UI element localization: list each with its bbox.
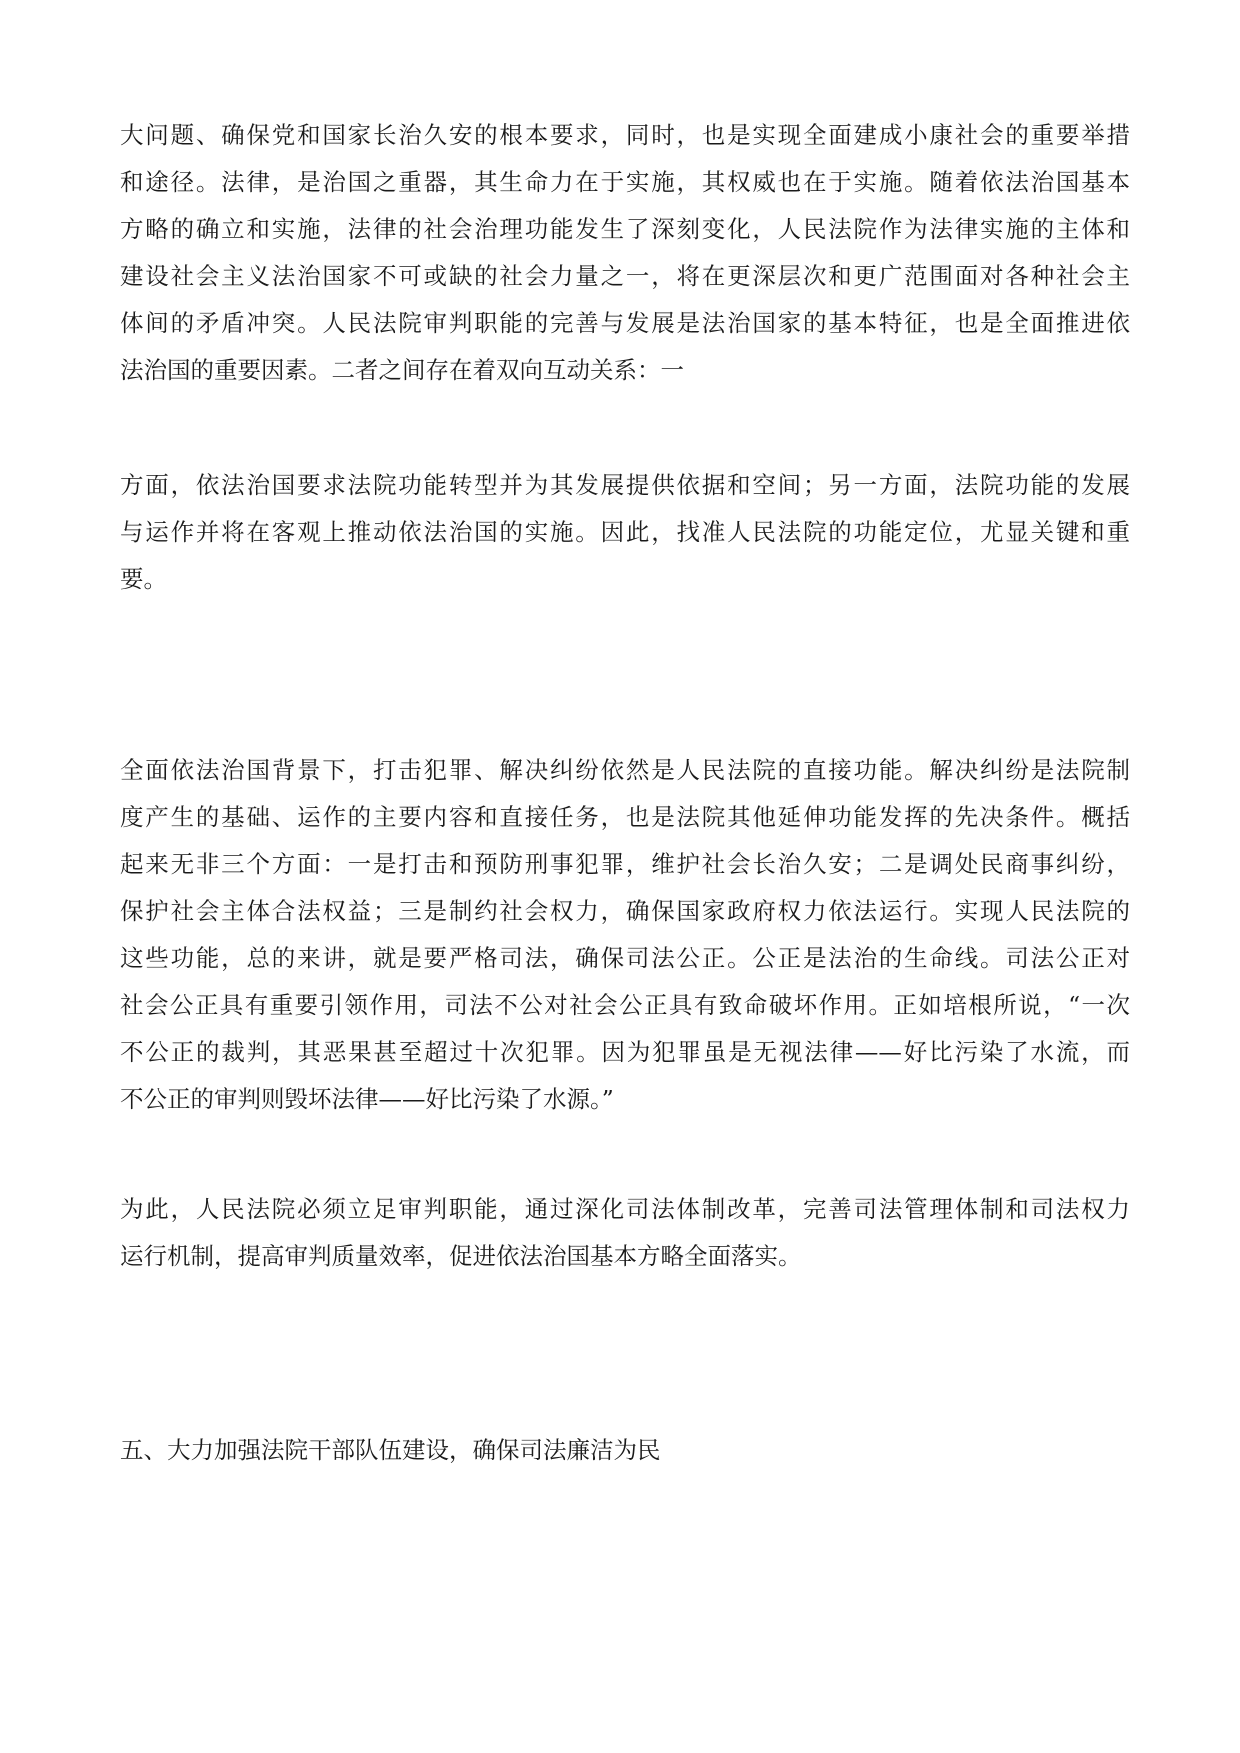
text-line: 方面，依法治国要求法院功能转型并为其发展提供依据和空间；另一方面，法院功能的发展 — [120, 471, 1130, 499]
text-line: 全面依法治国背景下，打击犯罪、解决纠纷依然是人民法院的直接功能。解决纠纷是法院制 — [120, 756, 1130, 784]
text-line: 法治国的重要因素。二者之间存在着双向互动关系：一 — [120, 356, 684, 384]
text-line: 度产生的基础、运作的主要内容和直接任务，也是法院其他延伸功能发挥的先决条件。概括 — [120, 803, 1130, 831]
text-line: 为此，人民法院必须立足审判职能，通过深化司法体制改革，完善司法管理体制和司法权力 — [120, 1195, 1130, 1223]
text-line: 和途径。法律，是治国之重器，其生命力在于实施，其权威也在于实施。随着依法治国基本 — [120, 168, 1130, 196]
text-line: 体间的矛盾冲突。人民法院审判职能的完善与发展是法治国家的基本特征，也是全面推进依 — [120, 309, 1130, 337]
heading-text: 五、大力加强法院干部队伍建设，确保司法廉洁为民 — [120, 1436, 661, 1464]
text-line: 不公正的审判则毁坏法律——好比污染了水源。” — [120, 1085, 614, 1113]
paragraph-rule-of-law-intro — [120, 112, 1130, 394]
paragraph-judicial-fairness — [120, 747, 1130, 1123]
text-line: 运行机制，提高审判质量效率，促进依法治国基本方略全面落实。 — [120, 1242, 802, 1270]
text-line: 社会公正具有重要引领作用，司法不公对社会公正具有致命破坏作用。正如培根所说，“一次 — [120, 991, 1130, 1019]
text-line: 要。 — [120, 565, 167, 593]
text-line: 保护社会主体合法权益；三是制约社会权力，确保国家政府权力依法运行。实现人民法院的 — [120, 897, 1130, 925]
text-line: 与运作并将在客观上推动依法治国的实施。因此，找准人民法院的功能定位，尤显关键和重 — [120, 518, 1130, 546]
text-line: 起来无非三个方面：一是打击和预防刑事犯罪，维护社会长治久安；二是调处民商事纠纷， — [120, 850, 1130, 878]
text-line: 这些功能，总的来讲，就是要严格司法，确保司法公正。公正是法治的生命线。司法公正对 — [120, 944, 1130, 972]
section-heading — [120, 1427, 1130, 1474]
paragraph-judicial-reform — [120, 1186, 1130, 1280]
paragraph-court-function-positioning — [120, 462, 1130, 603]
text-line: 建设社会主义法治国家不可或缺的社会力量之一，将在更深层次和更广范围面对各种社会主 — [120, 262, 1130, 290]
text-line: 方略的确立和实施，法律的社会治理功能发生了深刻变化，人民法院作为法律实施的主体和 — [120, 215, 1130, 243]
text-line: 不公正的裁判，其恶果甚至超过十次犯罪。因为犯罪虽是无视法律——好比污染了水流，而 — [120, 1038, 1130, 1066]
text-line: 大问题、确保党和国家长治久安的根本要求，同时，也是实现全面建成小康社会的重要举措 — [120, 121, 1130, 149]
